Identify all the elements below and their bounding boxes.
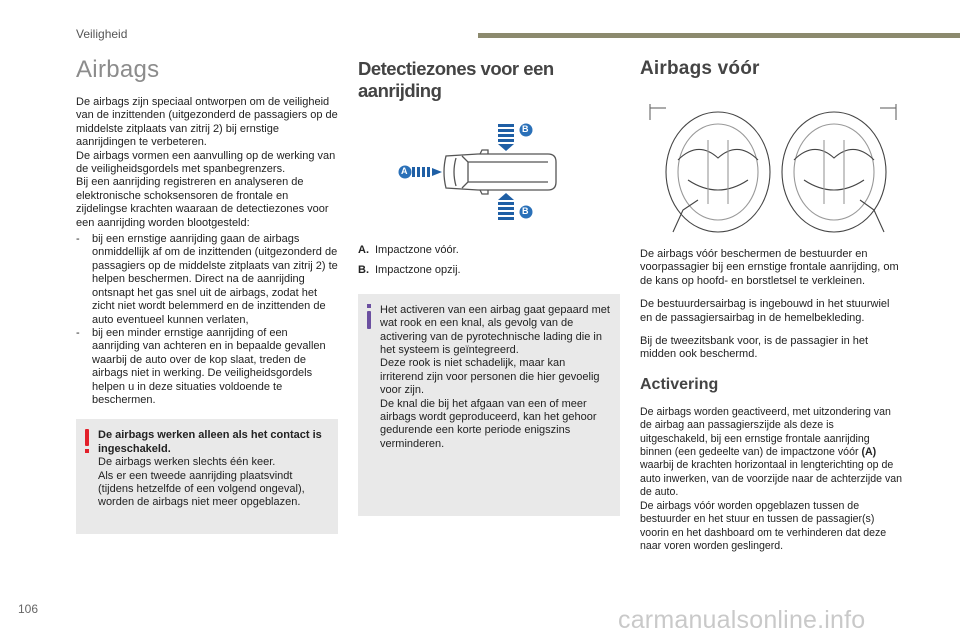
front-impact-arrows xyxy=(412,167,442,177)
side-impact-arrows-top xyxy=(498,124,514,151)
activation-title: Activering xyxy=(640,375,719,393)
front-airbags-paragraph: De airbags vóór beschermen de bestuurder en voorpassagier bij een ernstige frontale aanrijding, om de kans op hoofd- en borstletsel te verkleinen. xyxy=(640,248,899,287)
watermark: carmanualsonline.info xyxy=(618,606,866,634)
intro-paragraph: Bij een aanrijding registreren en analyseren de elektronische schoksensoren de frontale en zijdelingse krachten waaraan de detectiezones voor een aanrijding worden blootgesteld: xyxy=(76,176,329,229)
page-number: 106 xyxy=(18,602,39,616)
warning-bold-text: De airbags werken alleen als het contact is ingeschakeld. xyxy=(98,429,322,455)
header-bar xyxy=(478,33,960,38)
exclamation-icon xyxy=(83,429,91,460)
legend-row xyxy=(358,244,620,257)
detection-zones-figure xyxy=(398,118,588,226)
front-airbags-paragraph: De bestuurdersairbag is ingebouwd in het stuurwiel en de passagiersairbag in de hemelbekleding. xyxy=(640,298,890,324)
legend-row xyxy=(358,264,620,277)
passenger-airbag xyxy=(782,112,886,232)
figure-label-a: A xyxy=(401,166,408,176)
info-icon xyxy=(365,304,373,335)
figure-legend xyxy=(358,244,620,278)
section-label: Veiligheid xyxy=(76,27,128,41)
info-text: Het activeren van een airbag gaat gepaard met wat rook en een knal, als gevolg van de activering van de pyrotechnische lading die in het systeem is geïntegreerd. xyxy=(380,303,610,357)
figure-label-b: B xyxy=(522,206,529,216)
section-title: Detectiezones voor een aanrijding xyxy=(358,58,554,101)
activation-paragraph xyxy=(640,406,904,500)
column-airbags xyxy=(76,56,338,534)
impact-zone-ref: (A) xyxy=(861,446,877,459)
column-front-airbags xyxy=(640,56,904,553)
side-impact-arrows-bottom xyxy=(498,193,514,220)
figure-label-b: B xyxy=(522,124,529,134)
van-top-view xyxy=(444,150,556,194)
warning-text: Als er een tweede aanrijding plaatsvindt (tijdens hetzelfde of een volgend ongeval), worden de airbags niet meer opgeblazen. xyxy=(98,469,305,509)
warning-text: De airbags werken slechts één keer. xyxy=(98,456,276,469)
activation-paragraph: De airbags vóór worden opgeblazen tussen de bestuurder en het stuur en tussen de passagier(s) voorin en het dashboard om te verhinderen dat deze naar voren worden geslingerd. xyxy=(640,499,887,552)
front-airbags-figure xyxy=(648,100,898,240)
activation-text: De airbags worden geactiveerd, met uitzondering van de airbag aan passagierszijde als deze is uitgeschakeld, bij een ernstige frontale aanrijding binnen (een gedeelte van) de impactzone vóór xyxy=(640,405,891,459)
intro-paragraph: De airbags zijn speciaal ontworpen om de veiligheid van de inzittenden (uitgezonderd de passagiers op de middelste zitplaats van zitrij 2) bij ernstige aanrijdingen te verbeteren. xyxy=(76,96,338,149)
list-item: - bij een ernstige aanrijding gaan de airbags onmiddellijk af om de inzittenden (uitgezonderd de passagiers op de middelste zitplaats van zitrij 2) te helpen beschermen. Direct na de aanrijding ontsnapt het gas snel uit de airbags, zodat het zicht niet wordt belemmerd en de inzittenden de auto eventueel kunnen verlaten, xyxy=(76,233,338,327)
legend-text: Impactzone vóór. xyxy=(375,244,459,256)
legend-key: A. xyxy=(358,244,369,256)
warning-box xyxy=(76,419,338,534)
info-text: Deze rook is niet schadelijk, maar kan irriterend zijn voor personen die hier gevoelig voor zijn. xyxy=(380,357,600,397)
page-title: Airbags xyxy=(76,56,160,83)
crash-behaviour-list xyxy=(76,233,338,407)
list-item: - bij een minder ernstige aanrijding of een aanrijding van achteren en in bepaalde gevallen waarbij de auto over de kop slaat, treden de airbags niet in werking. De veiligheidsgordels helpen u in deze situaties voldoende te beschermen. xyxy=(76,327,338,407)
legend-key: B. xyxy=(358,264,369,277)
section-title: Airbags vóór xyxy=(640,58,760,79)
front-airbags-paragraph: Bij de tweezitsbank voor, is de passagier in het midden ook beschermd. xyxy=(640,335,869,361)
info-box xyxy=(358,294,620,516)
activation-text: waarbij de krachten horizontaal in lengterichting op de auto inwerken, van de voorzijde naar de achterzijde van de auto. xyxy=(640,459,903,499)
info-text: De knal die bij het afgaan van een of meer airbags wordt geproduceerd, kan het gehoor gedurende een korte periode enigszins verminderen. xyxy=(380,397,597,450)
legend-text: Impactzone opzij. xyxy=(375,264,461,277)
column-detection-zones xyxy=(358,56,620,516)
intro-paragraph: De airbags vormen een aanvulling op de werking van de veiligheidsgordels met spanbegrenzers. xyxy=(76,149,336,176)
